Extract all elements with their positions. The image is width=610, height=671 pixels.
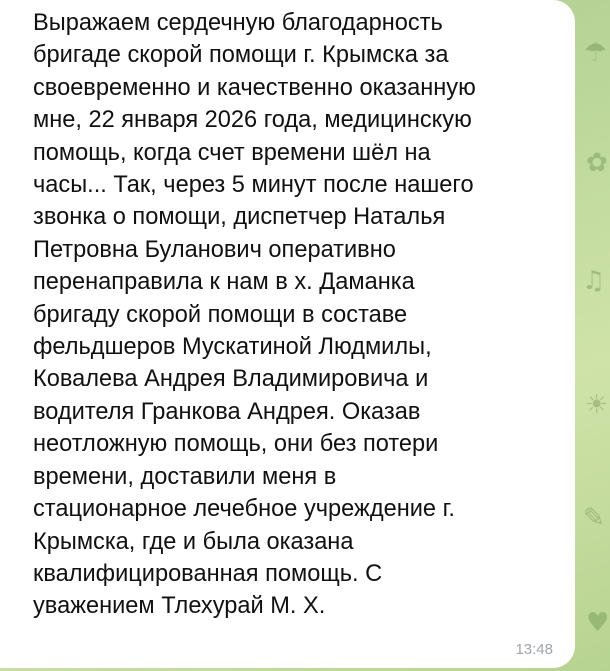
message-text: Выражаем сердечную благодарность бригаде скорой помощи г. Крымска за своевременно и качественно оказанную мне, 22 января 2026 года, медицинскую помощь, когда счет времени шёл на часы... Так, через 5 минут после нашего звонка о помощи, диспетчер Наталья Петровна Буланович оперативно перенаправила к нам в х. Даманка бригаду скорой помощи в составе фельдшеров Мускатиной Людмилы, Ковалева Андрея Владимировича и водителя Гранкова Андрея. Оказав неотложную помощь, они без потери времени, доставили меня в стационарное лечебное учреждение г. Крымска, где и была оказана квалифицированная помощь. С уважением Тлехурай М. Х.: [33, 10, 476, 620]
message-timestamp: 13:48: [515, 641, 553, 658]
pattern-doodle-icon: ♫: [582, 266, 606, 296]
pattern-doodle-icon: ☀: [585, 390, 609, 420]
pattern-doodle-icon: ✎: [583, 503, 605, 533]
pattern-doodle-icon: ✿: [586, 148, 608, 178]
pattern-doodle-icon: ♥: [586, 608, 610, 638]
pattern-doodle-icon: ☂: [584, 38, 608, 68]
